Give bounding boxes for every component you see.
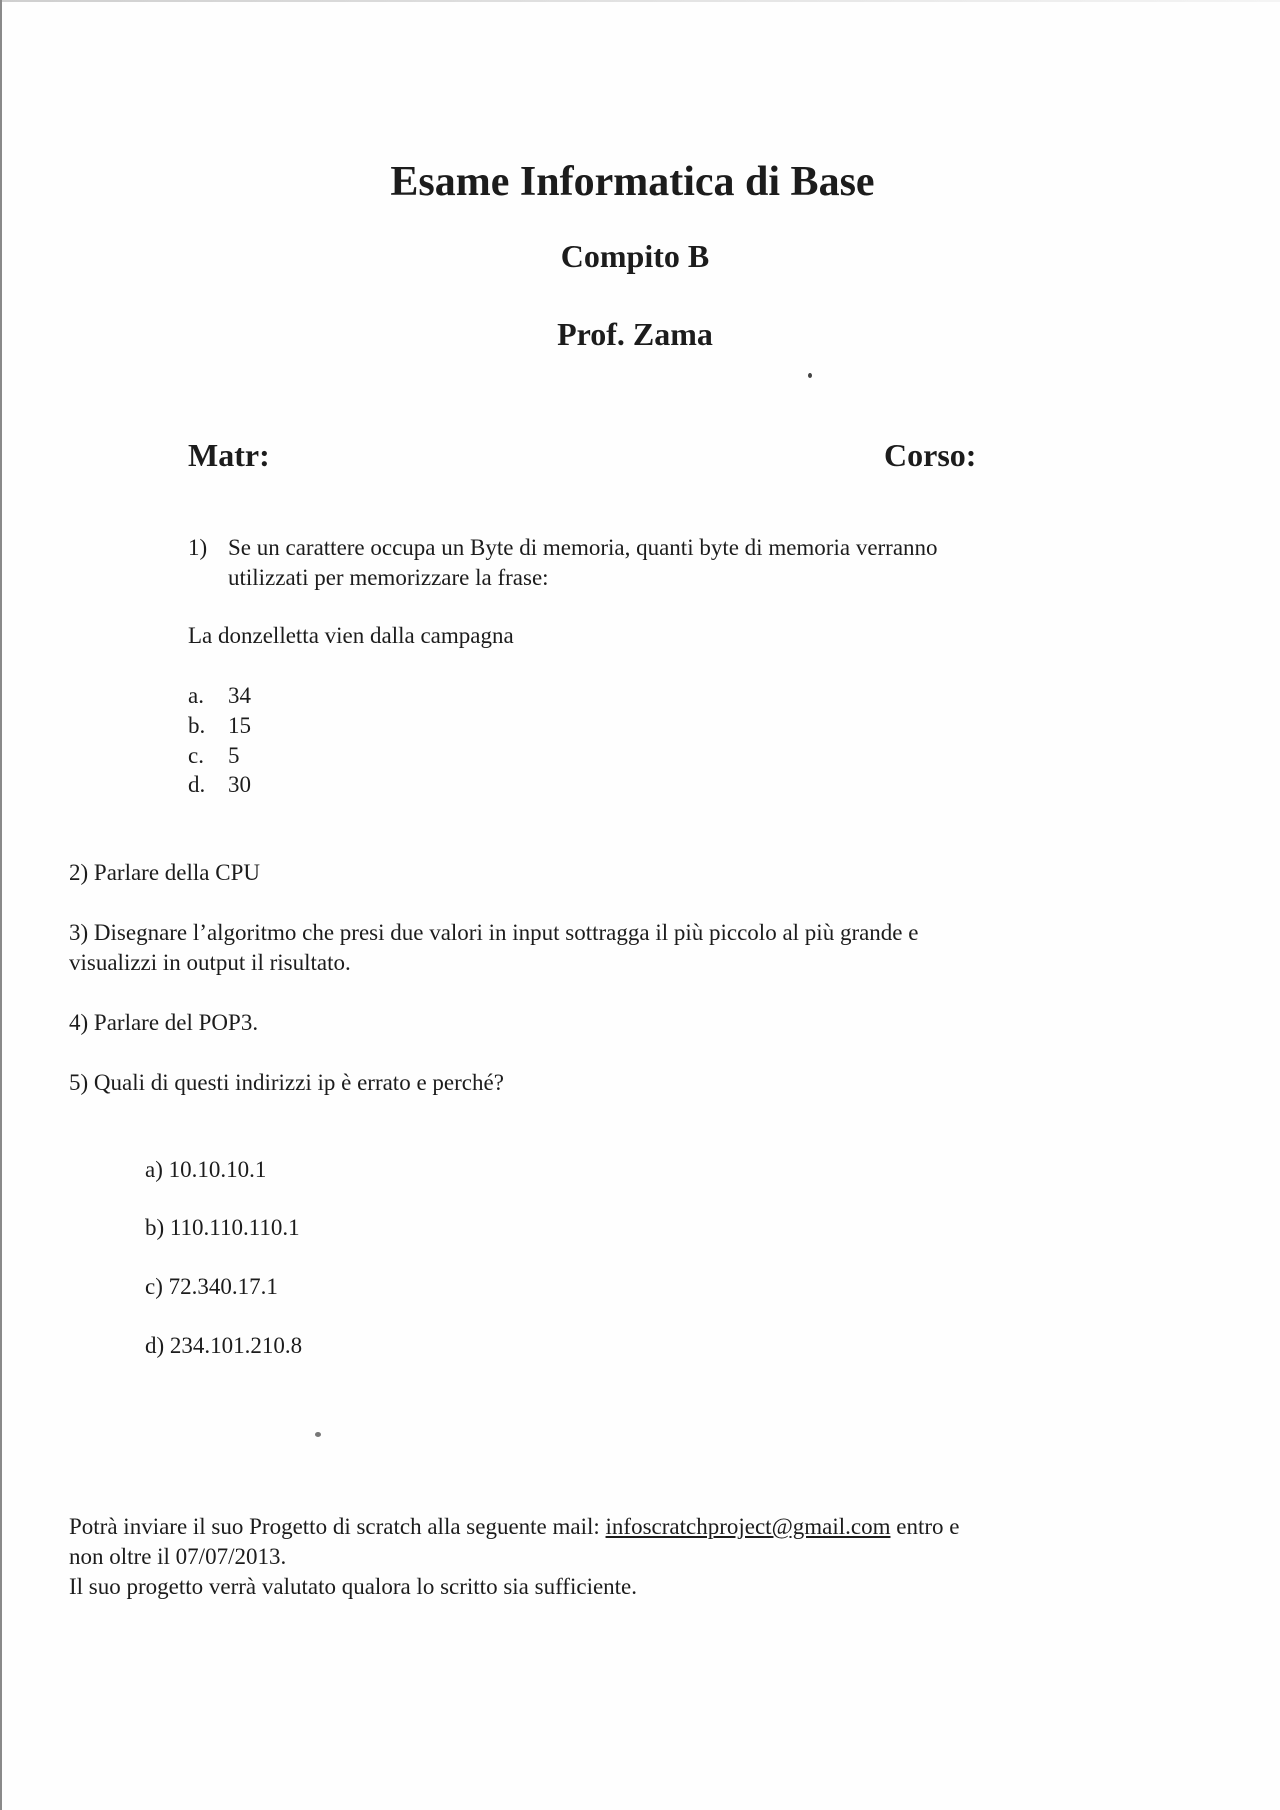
- scan-speck: [808, 373, 812, 378]
- option-letter: d.: [188, 772, 206, 797]
- email-link[interactable]: infoscratchproject@gmail.com: [605, 1514, 891, 1539]
- scan-speck: [315, 1432, 321, 1437]
- option-letter: b.: [188, 713, 206, 738]
- corso-label: Corso:: [884, 437, 977, 473]
- footer-line-1: [69, 1512, 959, 1542]
- footer-line-2: non oltre il 07/07/2013.: [69, 1544, 287, 1569]
- professor-name: Prof. Zama: [557, 316, 713, 352]
- question-4: 4) Parlare del POP3.: [69, 1010, 259, 1035]
- option-letter: c.: [188, 743, 204, 768]
- question-1-phrase: La donzelletta vien dalla campagna: [188, 623, 514, 648]
- option-value: 15: [228, 713, 251, 738]
- ip-option: a) 10.10.10.1: [145, 1157, 267, 1182]
- matr-label: Matr:: [188, 437, 270, 473]
- scan-edge-top: [0, 0, 1280, 2]
- option-letter: a.: [188, 683, 204, 708]
- option-value: 34: [228, 683, 251, 708]
- question-3-line1: 3) Disegnare l’algoritmo che presi due valori in input sottragga il più piccolo al più grande e: [69, 920, 919, 945]
- question-2: 2) Parlare della CPU: [69, 860, 260, 885]
- question-1-text-line1: Se un carattere occupa un Byte di memoria, quanti byte di memoria verranno: [228, 535, 938, 560]
- ip-option: c) 72.340.17.1: [145, 1274, 278, 1299]
- exam-title: Esame Informatica di Base: [390, 159, 875, 205]
- question-1-number: 1): [188, 535, 208, 560]
- ip-option: b) 110.110.110.1: [145, 1215, 300, 1240]
- ip-option: d) 234.101.210.8: [145, 1333, 303, 1358]
- footer-line-1-suffix: entro e: [890, 1514, 960, 1539]
- question-1-text-line2: utilizzati per memorizzare la frase:: [228, 565, 549, 590]
- option-value: 30: [228, 772, 251, 797]
- question-5: 5) Quali di questi indirizzi ip è errato e perché?: [69, 1070, 504, 1095]
- exam-variant: Compito B: [560, 238, 710, 274]
- option-value: 5: [228, 743, 240, 768]
- question-3-line2: visualizzi in output il risultato.: [69, 950, 351, 975]
- footer-line-3: Il suo progetto verrà valutato qualora lo scritto sia sufficiente.: [69, 1574, 638, 1599]
- footer-line-1-prefix: Potrà inviare il suo Progetto di scratch alla seguente mail:: [69, 1514, 606, 1539]
